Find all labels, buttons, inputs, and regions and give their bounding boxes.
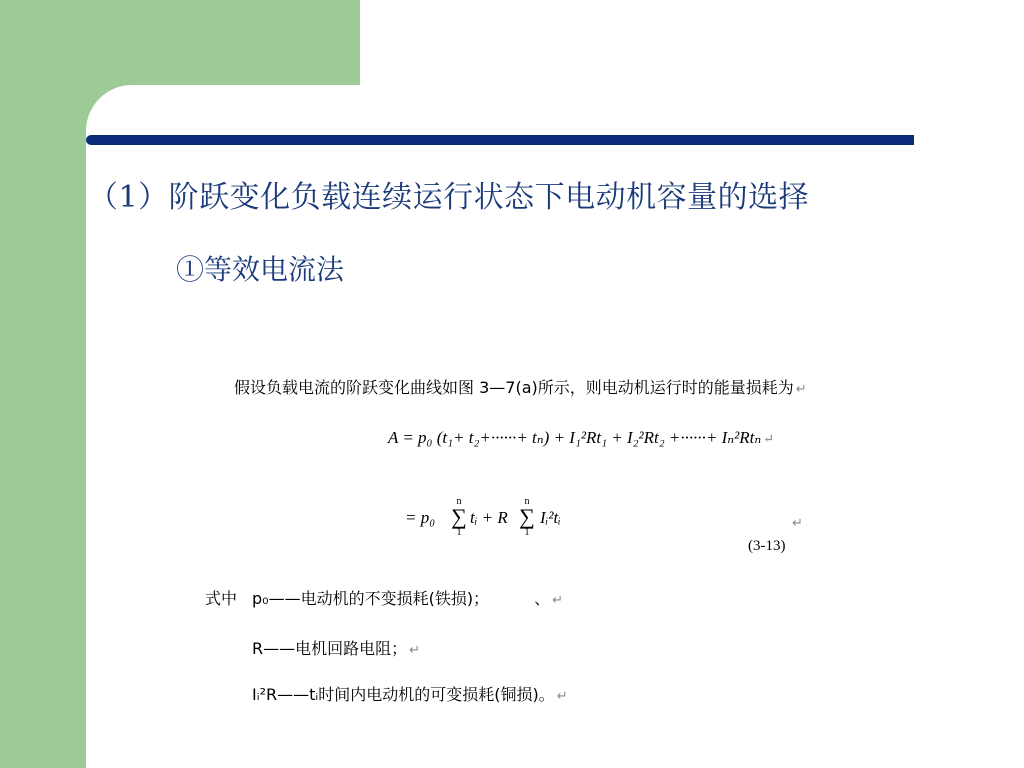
summation-1 (450, 496, 468, 538)
eq2-return-wrap (790, 512, 803, 531)
eq2-middle: tᵢ + R (470, 508, 508, 527)
return-mark: ↵ (556, 689, 568, 704)
top-white-area (360, 0, 1024, 90)
equation-line-2 (405, 508, 435, 528)
sum-lower: 1 (524, 527, 530, 538)
definition-1-text: p₀——电动机的不变损耗(铁损)； (252, 589, 490, 608)
sigma-symbol: ∑ (451, 504, 467, 529)
title-rule-bar (86, 135, 914, 145)
definition-1-tail: 、 (534, 589, 551, 608)
eq2-suffix-wrap (540, 508, 561, 528)
green-corner-block (0, 0, 360, 85)
equation-line-1 (388, 428, 774, 448)
definition-3-text: Iᵢ²R——tᵢ时间内电动机的可变损耗(铜损)。 (252, 685, 555, 704)
definition-2-text: R——电机回路电阻； (252, 639, 408, 658)
where-label: 式中 (205, 589, 238, 608)
intro-text: 假设负载电流的阶跃变化曲线如图 3—7(a)所示，则电动机运行时的能量损耗为 (234, 378, 794, 397)
definition-1 (252, 586, 563, 609)
return-mark: ↵ (763, 431, 775, 446)
eq2-prefix: = p₀ (405, 508, 436, 527)
definition-3 (252, 682, 568, 705)
doc-intro-line (234, 375, 807, 398)
return-mark: ↵ (409, 643, 421, 658)
return-mark: ↵ (795, 382, 807, 397)
eq2-suffix: Iᵢ²tᵢ (540, 508, 561, 527)
equation-1: A = p₀ (t₁+ t₂+······+ tₙ) + I₁²Rt₁ + I₂²Rt₂ +······+ Iₙ²Rtₙ (388, 428, 762, 447)
summation-2 (518, 496, 536, 538)
sigma-symbol: ∑ (519, 504, 535, 529)
definition-2 (252, 636, 420, 659)
return-mark: ↵ (552, 593, 564, 608)
sum-upper: n (524, 496, 530, 507)
eq2-middle-wrap (470, 508, 508, 528)
sum-upper: n (456, 496, 462, 507)
return-mark: ↵ (792, 516, 803, 531)
slide-heading: （1）阶跃变化负载连续运行状态下电动机容量的选择 (88, 180, 810, 215)
equation-number: (3-13) (748, 538, 786, 554)
sum-lower: 1 (456, 527, 462, 538)
slide-subheading: ①等效电流法 (176, 253, 345, 286)
